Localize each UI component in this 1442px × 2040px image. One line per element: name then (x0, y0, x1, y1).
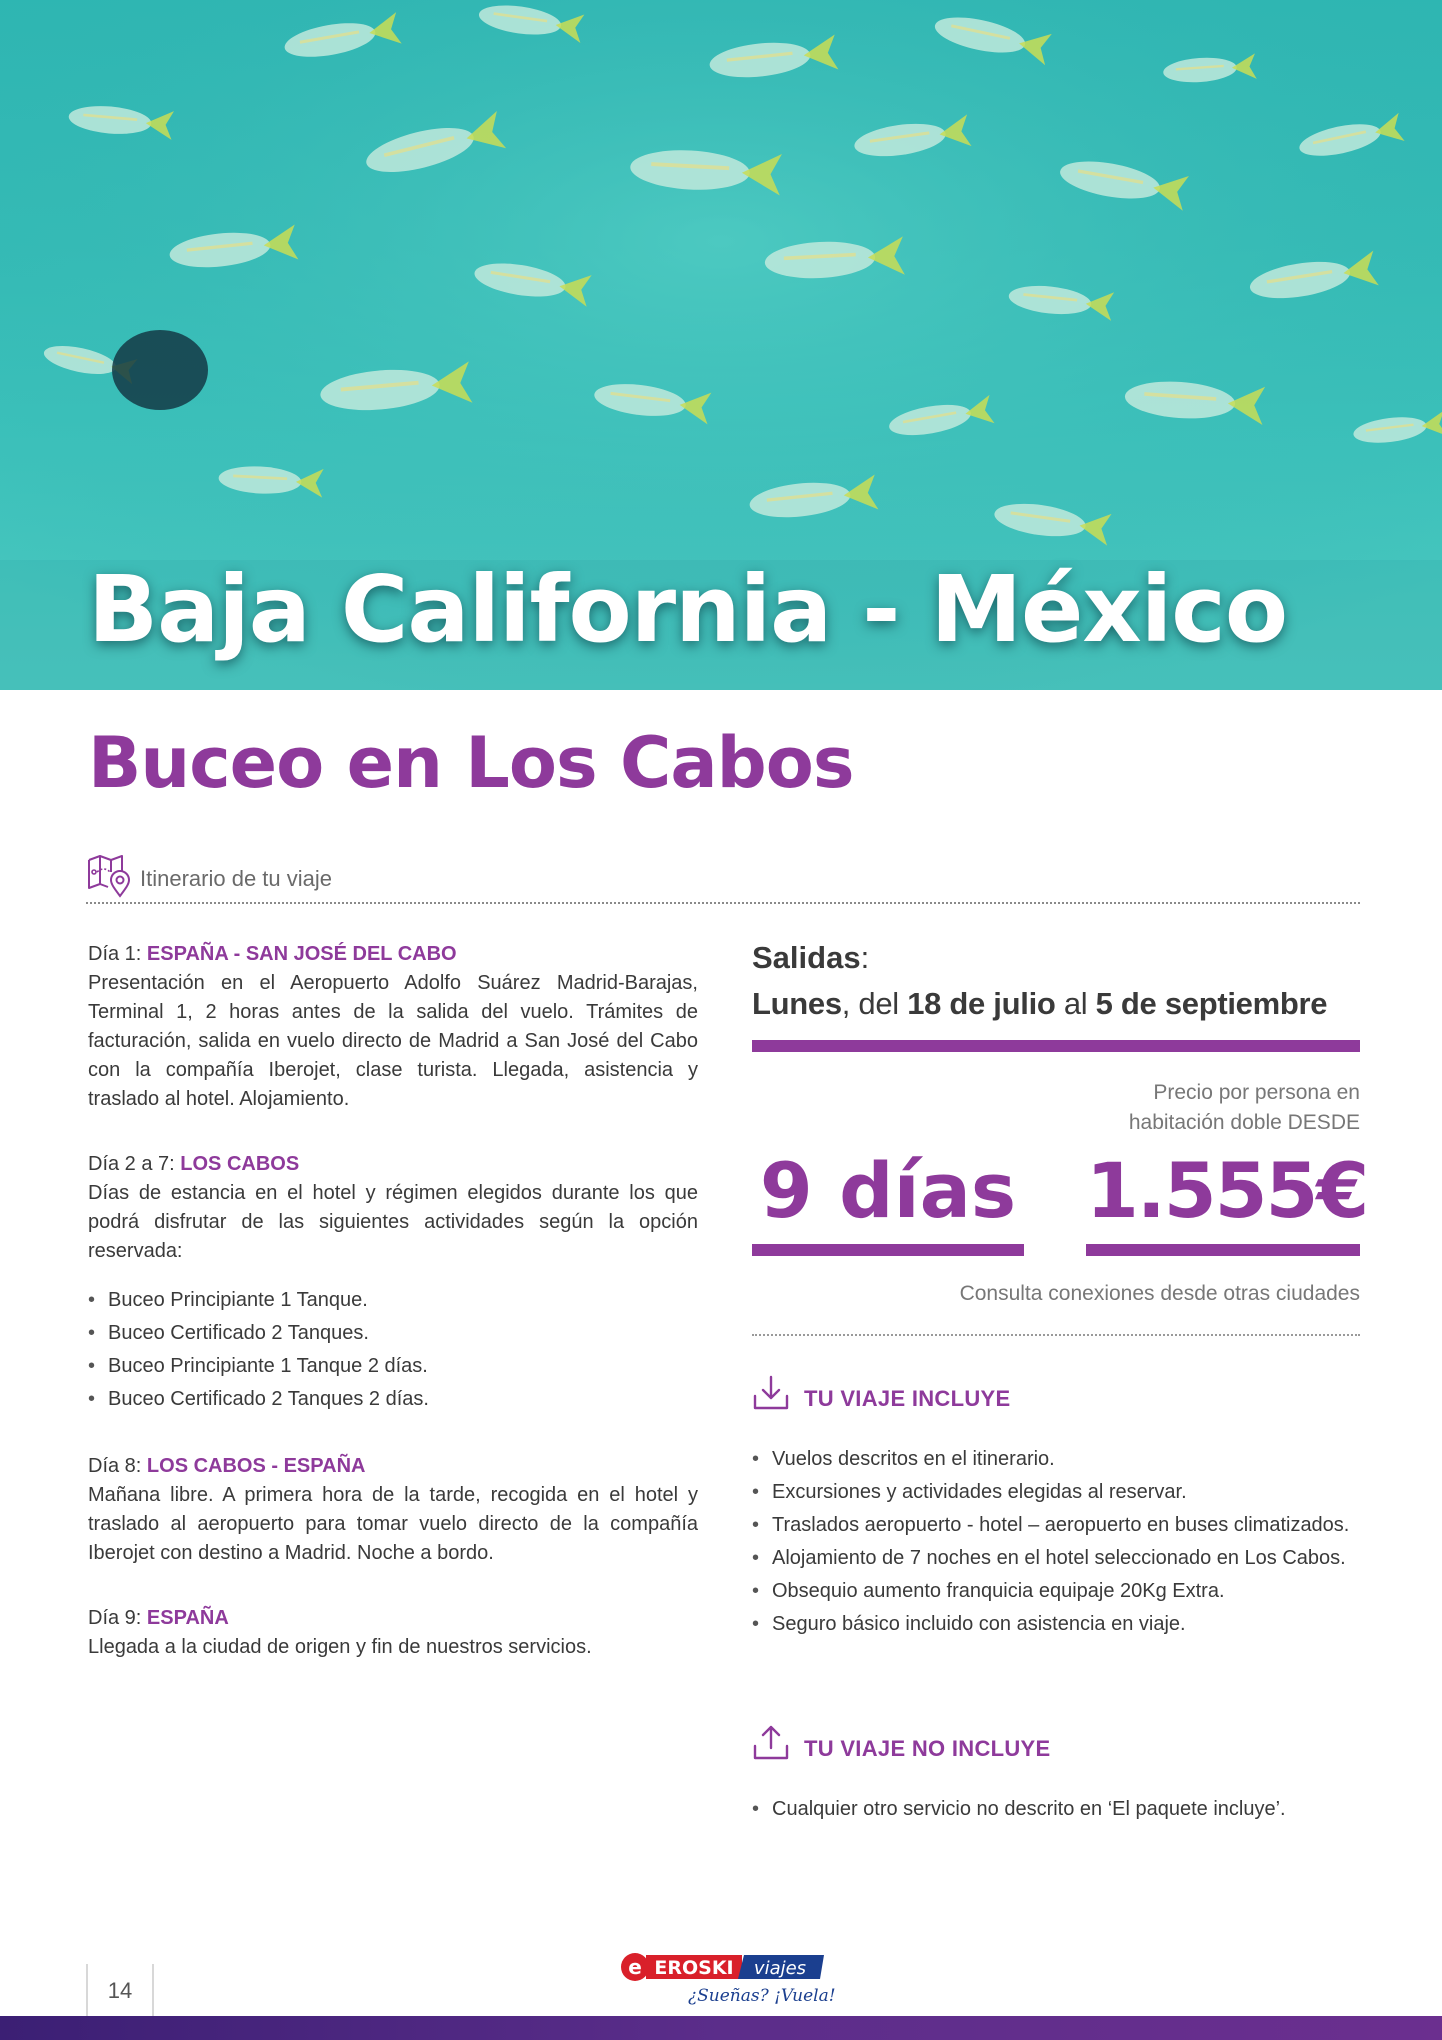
page-number: 14 (107, 1978, 133, 2003)
duration-price-row (752, 1146, 1368, 1256)
includes-header (752, 1374, 1360, 1418)
itinerary-label: Itinerario de tu viaje (140, 866, 332, 891)
trip-duration: 9 días (759, 1146, 1017, 1235)
not-includes-header (752, 1724, 1360, 1768)
day-prefix: Día 9: (88, 1607, 147, 1629)
logo-suffix: viajes (753, 1958, 807, 1979)
date-al: al (1055, 986, 1096, 1021)
list-item: • Buceo Principiante 1 Tanque. (88, 1284, 698, 1317)
day-heading (88, 940, 698, 969)
itinerary-header (86, 852, 1360, 904)
day-heading (88, 1604, 698, 1633)
day-description: Presentación en el Aeropuerto Adolfo Suárez Madrid-Barajas, Terminal 1, 2 horas antes de la salida del vuelo. Trámites de facturación, salida en vuelo directo de Madrid a San José del Cabo con la compañía Iberojet, clase turista. Llegada, asistencia y traslado al hotel. Alojamiento. (88, 972, 698, 1110)
day-2-7 (88, 1150, 698, 1416)
day-description: Mañana libre. A primera hora de la tarde, recogida en el hotel y traslado al aeropuerto para tomar vuelo directo de la compañía Iberojet con destino a Madrid. Noche a bordo. (88, 1484, 698, 1564)
duration-underline (752, 1244, 1024, 1256)
list-item: • Seguro básico incluido con asistencia en viaje. (752, 1611, 1360, 1638)
day-place: ESPAÑA (146, 1607, 229, 1629)
accent-divider (752, 1040, 1360, 1052)
trip-subtitle: Buceo en Los Cabos (88, 722, 854, 804)
list-item: • Alojamiento de 7 noches en el hotel seleccionado en Los Cabos. (752, 1545, 1360, 1572)
includes-list (752, 1446, 1360, 1638)
day-description: Días de estancia en el hotel y régimen elegidos durante los que podrá disfrutar de las siguientes actividades según la opción reservada: (88, 1182, 698, 1262)
price-note-line: Precio por persona en (1153, 1081, 1360, 1104)
list-item: • Cualquier otro servicio no descrito en ‘El paquete incluye’. (752, 1796, 1360, 1823)
itinerary-column (88, 940, 698, 1698)
page-number-rule (152, 1964, 154, 2016)
trip-price: 1.555€ (1086, 1146, 1368, 1235)
hero-image (0, 0, 1442, 690)
list-item: • Buceo Certificado 2 Tanques. (88, 1317, 698, 1350)
departures-colon: : (860, 940, 870, 975)
not-includes-list (752, 1796, 1360, 1823)
not-includes-title: TU VIAJE NO INCLUYE (804, 1736, 1051, 1761)
departure-dates (752, 986, 1360, 1022)
connections-note: Consulta conexiones desde otras ciudades (959, 1282, 1360, 1305)
activity-options-list (88, 1284, 698, 1416)
day-prefix: Día 2 a 7: (88, 1153, 181, 1175)
price-note-line: habitación doble DESDE (1128, 1111, 1360, 1134)
includes-title: TU VIAJE INCLUYE (804, 1386, 1011, 1411)
upload-tray-icon (752, 1724, 790, 1764)
download-tray-icon (752, 1374, 790, 1414)
departures-heading (752, 940, 1360, 976)
day-prefix: Día 1: (88, 943, 147, 965)
list-item: • Excursiones y actividades elegidas al reservar. (752, 1479, 1360, 1506)
day-description: Llegada a la ciudad de origen y fin de nuestros servicios. (88, 1636, 592, 1658)
dotted-divider (752, 1334, 1360, 1336)
page-title: Baja California - México (88, 556, 1288, 663)
svg-text:e: e (628, 1955, 642, 1979)
day-1 (88, 940, 698, 1114)
date-del: , del (841, 986, 908, 1021)
end-date: 5 de septiembre (1095, 986, 1328, 1021)
price-note (752, 1078, 1360, 1138)
list-item: • Vuelos descritos en el itinerario. (752, 1446, 1360, 1473)
day-place: ESPAÑA - SAN JOSÉ DEL CABO (146, 943, 457, 965)
price-underline (1086, 1244, 1360, 1256)
day-place: LOS CABOS - ESPAÑA (146, 1455, 366, 1477)
departures-label: Salidas (752, 940, 861, 975)
day-8 (88, 1452, 698, 1568)
eroski-viajes-logo (620, 1950, 836, 2014)
eroski-logo-badge (620, 1952, 824, 1982)
day-place: LOS CABOS (180, 1153, 300, 1175)
list-item: • Buceo Principiante 1 Tanque 2 días. (88, 1350, 698, 1383)
footer-band (0, 2016, 1442, 2040)
map-pin-icon (86, 852, 132, 898)
logo-brand: EROSKI (654, 1957, 734, 1979)
day-heading (88, 1150, 698, 1179)
day-9 (88, 1604, 698, 1662)
departure-weekday: Lunes (752, 986, 842, 1021)
list-item: • Traslados aeropuerto - hotel – aeropuerto en buses climatizados. (752, 1512, 1360, 1539)
start-date: 18 de julio (907, 986, 1056, 1021)
day-prefix: Día 8: (88, 1455, 147, 1477)
list-item: • Obsequio aumento franquicia equipaje 20Kg Extra. (752, 1578, 1360, 1605)
pricing-column (752, 940, 1368, 1829)
logo-tagline: ¿Sueñas? ¡Vuela! (688, 1986, 836, 2006)
day-heading (88, 1452, 698, 1481)
list-item: • Buceo Certificado 2 Tanques 2 días. (88, 1383, 698, 1416)
